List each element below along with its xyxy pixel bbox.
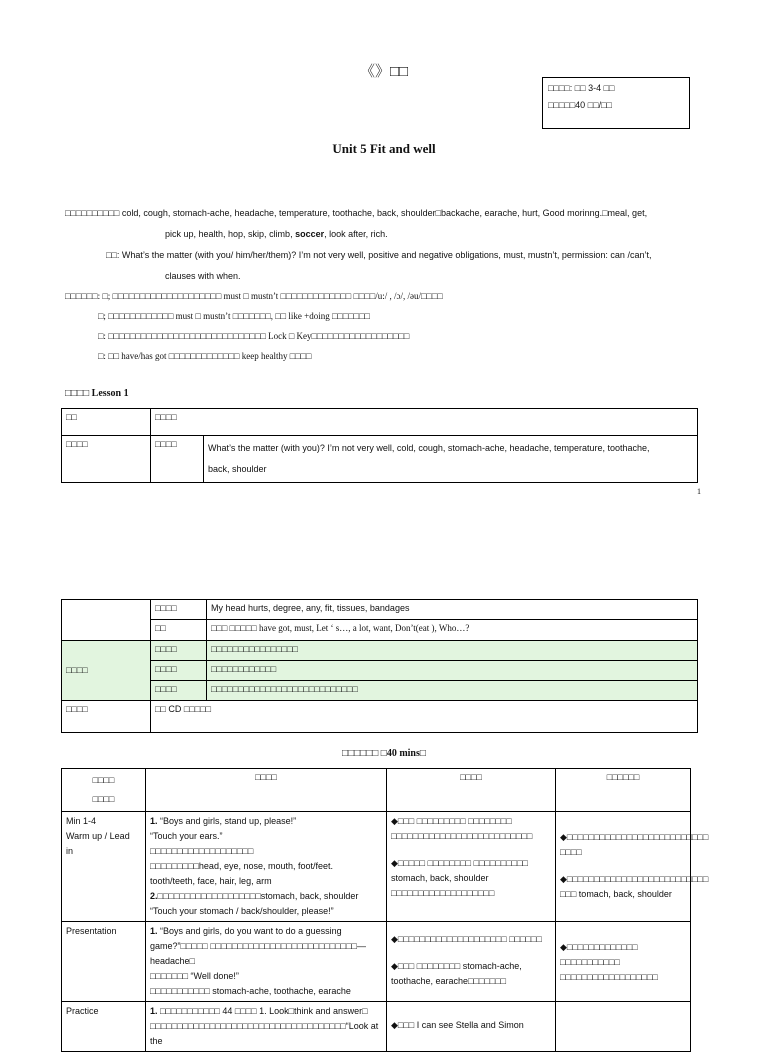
skill-line-1 [65, 290, 443, 302]
table1-cell: □□ [62, 409, 151, 436]
student-cell [387, 812, 556, 922]
student-line: ◆□□□ I can see Stella and Simon [391, 1020, 524, 1030]
procedure-title [0, 748, 768, 759]
teacher-line: tooth/teeth, face, hair, leg, arm [150, 876, 272, 886]
unit-title: Unit 5 Fit and well [332, 141, 436, 156]
teacher-line: □□□□□□□□□□□□□□□□□□□ [150, 846, 254, 856]
step-number: 1. [150, 816, 158, 826]
page-number: 1 [697, 487, 701, 496]
teacher-cell [146, 922, 387, 1002]
skill-line-2: □; □□□□□□□□□□□□ must □ mustn’t □□□□□□□, □□ like +doing □□□□□□□ [98, 311, 370, 321]
teacher-line: game?”□□□□□ □□□□□□□□□□□□□□□□□□□□□□□□□□□— [150, 941, 366, 951]
student-cell [387, 922, 556, 1002]
vocab-text: cold, cough, stomach-ache, headache, temperature, toothache, back, shoulder□backache, earache, hurt, Good morinng.□meal, get, [121, 208, 648, 218]
prep-label: □□□□ [62, 701, 151, 733]
header-stage-label: □□□□ [92, 775, 115, 785]
skill-line-4: □: □□ have/has got □□□□□□□□□□□□□ keep healthy □□□□ [98, 351, 312, 361]
procedure-table [61, 768, 709, 1052]
teacher-line: “Touch your ears.” [150, 831, 223, 841]
student-line [391, 947, 551, 959]
teacher-line: □□□□□□□ “Well done!” [150, 971, 239, 981]
vocab-label: □□□□□□□□□□ [65, 208, 120, 218]
student-cell [387, 1002, 556, 1052]
student-line: □□□□□□□□□□□□□□□□□□□□□□□□□□ [391, 831, 533, 841]
teacher-line: “Touch your stomach / back/shoulder, please!” [150, 906, 334, 916]
table2-cell: □□□ □□□□□ have got, must, Let ‘ s…, a lot, want, Don’t(eat ), Who…? [207, 620, 698, 641]
info-line-2: □□□□□40 □□/□□ [548, 100, 612, 110]
step-number: 1. [150, 1006, 158, 1016]
teacher-line [150, 1004, 382, 1019]
teacher-line: headache□ [150, 956, 195, 966]
teacher-line-text: “Boys and girls, stand up, please!” [157, 816, 297, 826]
vocab-line-2 [165, 228, 388, 240]
teacher-line-text: □□□□□□□□□□□□□□□□□□□stomach, back, shoulder [157, 891, 359, 901]
stage-line: Min 1-4 [66, 816, 97, 826]
intent-line: □□□ tomach, back, shoulder [560, 889, 672, 899]
structure-text: What’s the matter (with you/ him/her/them)? I’m not very well, positive and negative obligations, must, mustn’t, permission: can /can’t, [121, 250, 652, 260]
student-line: ◆□□□□□□□□□□□□□□□□□□□□ □□□□□□ [391, 934, 542, 944]
header-teacher: □□□□ [146, 769, 387, 812]
teacher-line: □□□□□□□□□head, eye, nose, mouth, foot/feet. [150, 861, 334, 871]
table1-cell [204, 436, 698, 483]
prep-value: □□ CD □□□□□ [151, 701, 698, 733]
objective-group-label: □□□□ [62, 641, 151, 701]
table1-cell: □□□□ [62, 436, 151, 483]
teacher-cell [146, 1002, 387, 1052]
intent-line [560, 860, 686, 872]
table1-cell: □□□□ [151, 409, 698, 436]
lesson-detail-table [61, 599, 698, 733]
header-stage [62, 769, 146, 812]
teacher-line [150, 814, 382, 829]
intent-line: □□□□□□□□□□□□□□□□□□ [560, 972, 658, 982]
stage-line: in [66, 846, 74, 856]
table1-cell: □□□□ [151, 436, 204, 483]
step-number: 1. [150, 926, 158, 936]
vocab-text-2b: , look after, rich. [324, 229, 388, 239]
table2-cell: □□□□ [151, 681, 207, 701]
teacher-line: □□□□□□□□□□□ stomach-ache, toothache, earache [150, 986, 351, 996]
vocab-text-2a: pick up, health, hop, skip, climb, [165, 229, 296, 239]
intent-line: ◆□□□□□□□□□□□□□□□□□□□□□□□□□□ [560, 874, 709, 884]
intent-cell [556, 922, 691, 1002]
stage-line: Practice [66, 1006, 99, 1016]
table2-cell: □□□□□□□□□□□□□□□□ [207, 641, 698, 661]
step-number: 2. [150, 891, 158, 901]
student-line: ◆□□□ □□□□□□□□□ □□□□□□□□ [391, 816, 512, 826]
intent-cell [556, 1002, 691, 1052]
intent-line: ◆□□□□□□□□□□□□□ □□□□□□□□□□□ [560, 942, 638, 967]
table2-cell: □□□□ [151, 641, 207, 661]
intent-line: ◆□□□□□□□□□□□□□□□□□□□□□□□□□□ [560, 832, 709, 842]
header-intent: □□□□□□ [556, 769, 691, 812]
student-line: stomach, back, shoulder [391, 873, 489, 883]
table1-text-2: back, shoulder [208, 464, 267, 474]
student-line: toothache, earache□□□□□□□ [391, 976, 507, 986]
skill-line-1-bold: □□□□ [420, 291, 443, 301]
stage-cell [62, 812, 146, 922]
skill-line-1-text: □□□□□□: □; □□□□□□□□□□□□□□□□□□□□ must □ mustn’t □□□□□□□□□□□□□ □□□□/u:/ , /ɔ/, /əu/ [65, 291, 421, 301]
intent-cell [556, 812, 709, 922]
table2-cell: □□□□□□□□□□□□□□□□□□□□□□□□□□□ [207, 681, 698, 701]
teacher-line [150, 924, 382, 939]
skill-line-3: □: □□□□□□□□□□□□□□□□□□□□□□□□□□□□□ Lock □ Key□□□□□□□□□□□□□□□□□□ [98, 331, 410, 341]
student-line: ◆□□□□□ □□□□□□□□ □□□□□□□□□□ [391, 858, 528, 868]
procedure-title-bold: 40 mins [386, 748, 420, 759]
teacher-line: □□□□□□□□□□□□□□□□□□□□□□□□□□□□□□□□□□□□“Look at the [150, 1021, 379, 1046]
procedure-title-a: □□□□□□ □ [342, 748, 387, 759]
structure-line-2: clauses with when. [165, 271, 241, 281]
structure-line-1 [106, 249, 651, 261]
stage-line: Warm up / Lead [66, 831, 130, 841]
student-line [391, 844, 551, 856]
header-student: □□□□ [387, 769, 556, 812]
stage-cell [62, 922, 146, 1002]
table2-cell: □□□□□□□□□□□□ [207, 661, 698, 681]
header-stage-sub: □□□□ [92, 794, 115, 804]
teacher-line-text: □□□□□□□□□□□ 44 □□□□ 1. Look□think and answer□ [157, 1006, 368, 1016]
table2-cell: □□ [151, 620, 207, 641]
teacher-line [150, 889, 382, 904]
procedure-title-b: □ [419, 748, 426, 759]
stage-cell [62, 1002, 146, 1052]
stage-line: Presentation [66, 926, 117, 936]
vocab-text-2-bold: soccer [295, 229, 325, 239]
student-line: ◆□□□ □□□□□□□□ stomach-ache, [391, 961, 522, 971]
teacher-cell [146, 812, 387, 922]
structure-label: □□: [106, 250, 120, 260]
teacher-line-text: “Boys and girls, do you want to do a guessing [157, 926, 342, 936]
table2-cell: □□□□ [151, 661, 207, 681]
lesson-info-table [61, 408, 698, 483]
table2-cell: My head hurts, degree, any, fit, tissues, bandages [207, 600, 698, 620]
vocab-line-1 [65, 207, 725, 219]
intent-line: □□□□ [560, 847, 582, 857]
info-line-1: □□□□: □□ 3-4 □□ [548, 83, 615, 93]
table2-cell [62, 600, 151, 641]
lesson-label: □□□□ Lesson 1 [65, 388, 129, 399]
document-title: 《》□□ [359, 64, 409, 80]
info-box [542, 77, 690, 129]
table1-text: What’s the matter (with you)? I’m not very well, cold, cough, stomach-ache, headache, temperature, toothache, [208, 443, 650, 453]
table2-cell: □□□□ [151, 600, 207, 620]
student-line: □□□□□□□□□□□□□□□□□□□ [391, 888, 495, 898]
